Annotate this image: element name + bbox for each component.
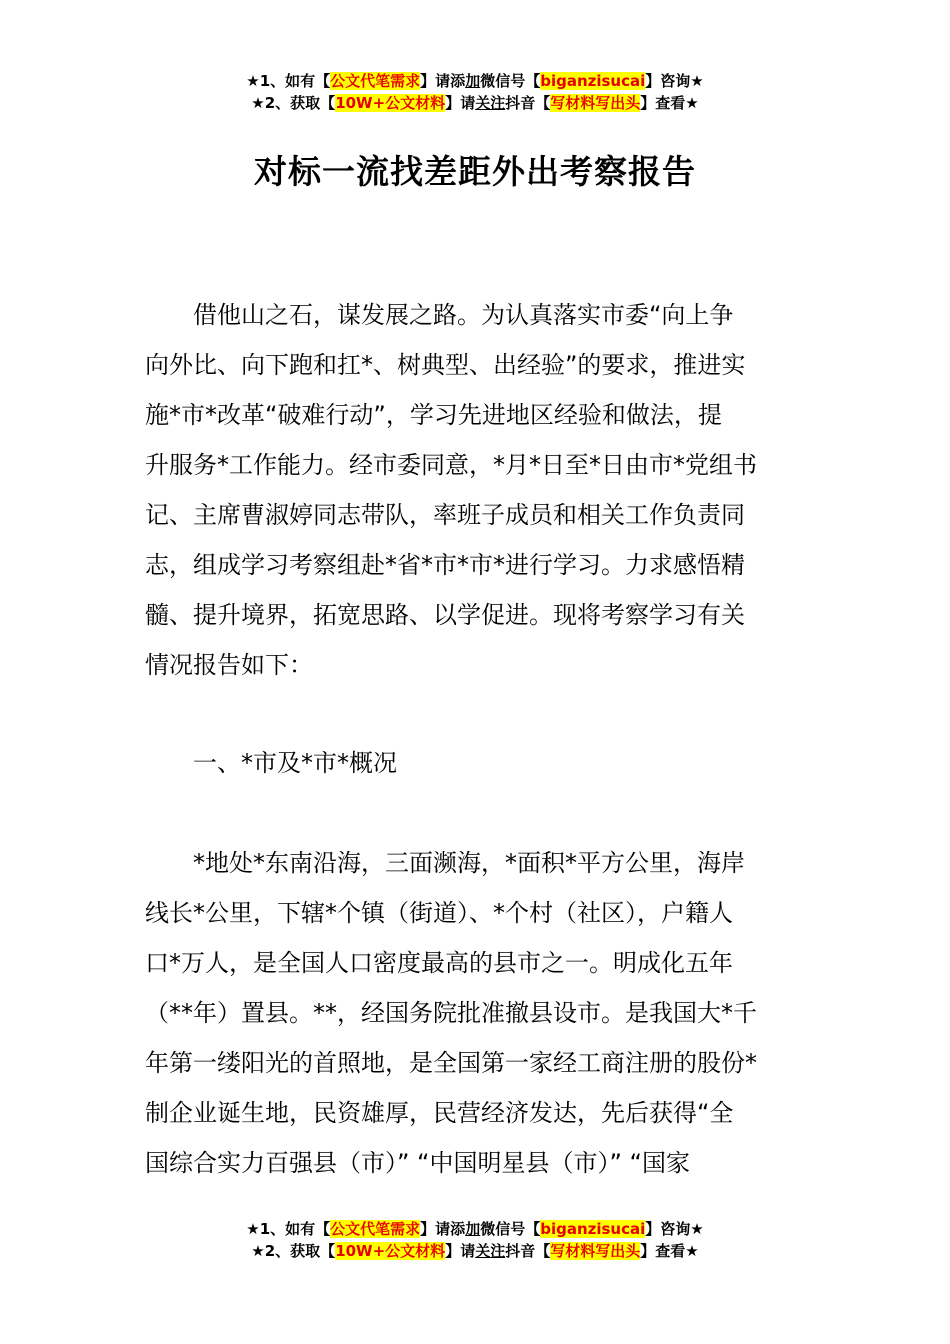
highlight-wechat-id: biganzisucai	[540, 72, 646, 90]
footer-line-2: ★2、获取【10W+公文材料】请关注抖音【写材料写出头】查看★	[251, 1242, 699, 1260]
footer-highlight-materials: 10W+公文材料	[335, 1242, 446, 1260]
banner-line-2: ★2、获取【10W+公文材料】请关注抖音【写材料写出头】查看★	[251, 94, 699, 112]
header-banner	[0, 70, 950, 114]
footer-line-1: ★1、如有【公文代笔需求】请添加微信号【biganzisucai】咨询★	[246, 1220, 704, 1238]
footer-highlight-douyin: 写材料写出头	[550, 1242, 641, 1260]
footer-highlight-service: 公文代笔需求	[330, 1220, 421, 1238]
highlight-douyin: 写材料写出头	[550, 94, 641, 112]
highlight-materials: 10W+公文材料	[335, 94, 446, 112]
section-heading-1: 一、*市及*市*概况	[193, 749, 397, 777]
paragraph-intro: 借他山之石，谋发展之路。为认真落实市委“向上争 向外比、向下跑和扛*、树典型、出经验”的要求，推进实 施*市*改革“破难行动”，学习先进地区经验和做法，提 升服务*工作能力。经市委同意，*月*日至*日由市*党组书 记、主席曹淑婷同志带队，率班子成员和相关工作负责同 志，组成学习考察组赴*省*市*市*进行学习。力求感悟精 髓、提升境界，拓宽思路、以学促进。现将考察学习有关 情况报告如下：	[145, 301, 757, 679]
footer-banner	[0, 1218, 950, 1262]
banner-line-1: ★1、如有【公文代笔需求】请添加微信号【biganzisucai】咨询★	[246, 72, 704, 90]
paragraph-overview: *地处*东南沿海，三面濒海，*面积*平方公里，海岸 线长*公里，下辖*个镇（街道）、*个村（社区），户籍人 口*万人，是全国人口密度最高的县市之一。明成化五年 （**年）置县。**，经国务院批准撤县设市。是我国大*千 年第一缕阳光的首照地，是全国第一家经工商注册的股份* 制企业诞生地，民资雄厚，民营经济发达，先后获得“全 国综合实力百强县（市）” “中国明星县（市）” “国家	[145, 849, 757, 1177]
highlight-service: 公文代笔需求	[330, 72, 421, 90]
footer-highlight-wechat-id: biganzisucai	[540, 1220, 646, 1238]
document-title: 对标一流找差距外出考察报告	[254, 152, 696, 191]
